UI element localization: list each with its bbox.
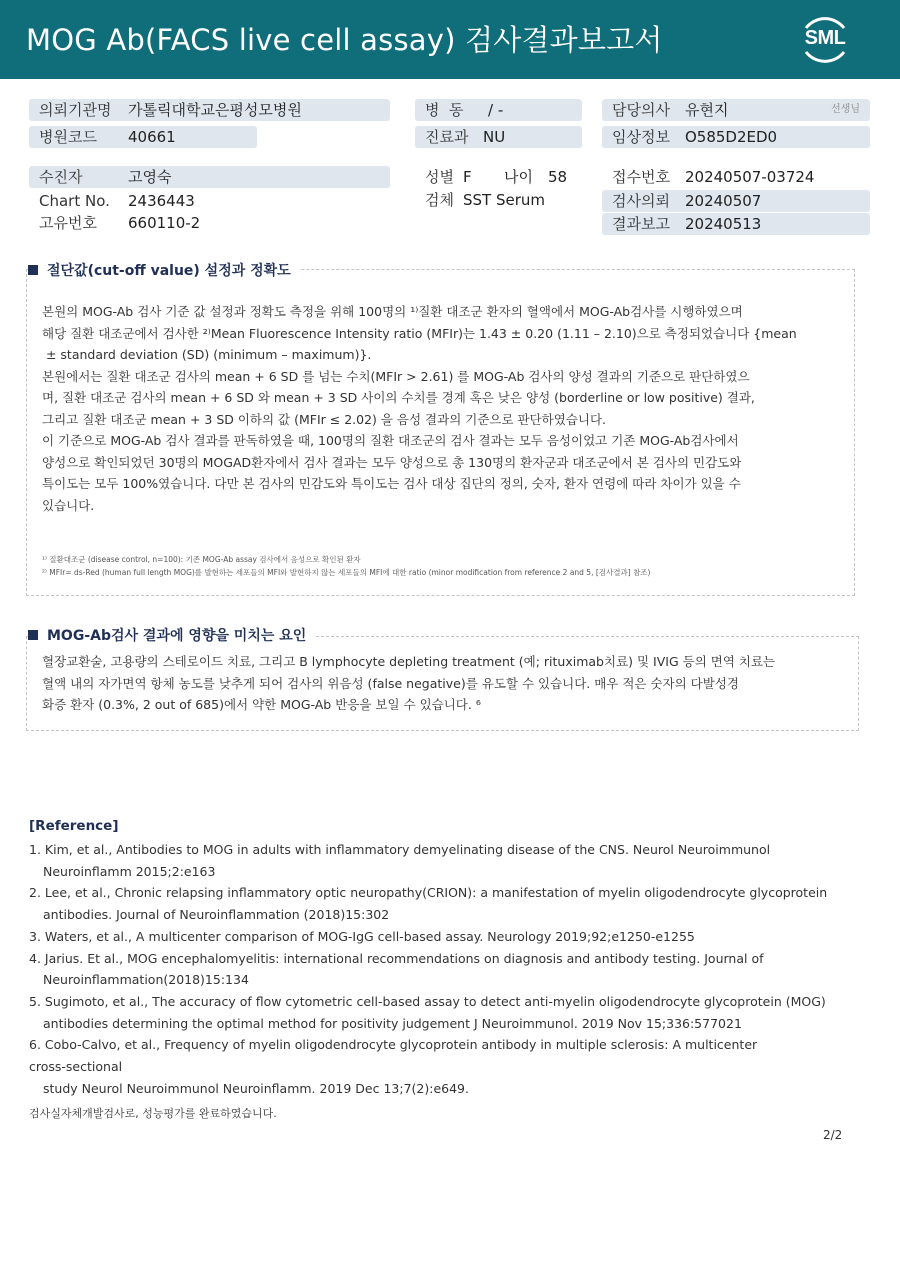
cutoff-line: ± standard deviation (SD) (minimum – maximum)}. xyxy=(42,347,372,362)
clinical-info-field xyxy=(602,126,870,148)
age-value: 58 xyxy=(548,168,568,186)
sml-logo xyxy=(796,12,854,66)
page-number: 2/2 xyxy=(823,1128,843,1142)
clinical-info-label: 임상정보 xyxy=(612,128,670,146)
department-value: NU xyxy=(483,128,506,146)
specimen-label: 검체 xyxy=(425,191,454,209)
cutoff-section-title-text: 절단값(cut-off value) 설정과 정확도 xyxy=(47,263,291,279)
ward-label: 병 동 xyxy=(425,101,464,119)
sex-age-field xyxy=(415,166,582,188)
report-title: MOG Ab(FACS live cell assay) 검사결과보고서 xyxy=(26,23,663,57)
unique-no-value: 660110-2 xyxy=(128,214,201,232)
logo-text: SML xyxy=(804,27,846,49)
receipt-no-field xyxy=(602,166,870,188)
department-field xyxy=(415,126,582,148)
patient-label: 수진자 xyxy=(39,168,83,186)
cutoff-line: 있습니다. xyxy=(42,497,95,513)
factors-section-title-text: MOG-Ab검사 결과에 영향을 미치는 요인 xyxy=(47,628,307,644)
institution-value: 가톨릭대학교은평성모병원 xyxy=(128,101,302,119)
chart-no-label: Chart No. xyxy=(39,192,110,210)
institution-label: 의뢰기관명 xyxy=(39,101,112,119)
request-date-value: 20240507 xyxy=(685,192,762,210)
cutoff-footnotes xyxy=(42,553,650,579)
chart-no-field xyxy=(29,190,390,212)
reference-item: antibodies. Journal of Neuroinflammation (2018)15:302 xyxy=(43,907,390,923)
reference-item: 6. Cobo-Calvo, et al., Frequency of myelin oligodendrocyte glycoprotein antibody in multiple sclerosis: A multicenter xyxy=(29,1037,758,1053)
reference-heading: [Reference] xyxy=(29,818,119,834)
receipt-no-value: 20240507-03724 xyxy=(685,168,815,186)
cutoff-line: 그리고 질환 대조군 mean + 3 SD 이하의 값 (MFIr ≤ 2.02) 을 음성 결과의 기준으로 판단하였습니다. xyxy=(42,411,607,427)
factors-body xyxy=(42,651,775,716)
report-date-value: 20240513 xyxy=(685,215,762,233)
cutoff-section-title xyxy=(28,260,299,280)
request-date-field xyxy=(602,190,870,212)
factors-line: 혈장교환술, 고용량의 스테로이드 치료, 그리고 B lymphocyte depleting treatment (예; rituximab치료) 및 IVIG 등의 면역 치료는 xyxy=(42,654,776,669)
specimen-field xyxy=(415,189,582,211)
report-date-label: 결과보고 xyxy=(612,215,670,233)
specimen-value: SST Serum xyxy=(463,191,546,209)
reference-item: cross-sectional xyxy=(29,1059,123,1075)
cutoff-line: 해당 질환 대조군에서 검사한 ²⁾Mean Fluorescence Intensity ratio (MFIr)는 1.43 ± 0.20 (1.11 – 2.10)으로 측정되었습니다 {mean xyxy=(42,325,797,341)
institution-field xyxy=(29,99,390,121)
report-date-field xyxy=(602,213,870,235)
section-square-icon xyxy=(28,630,38,640)
reference-item: 4. Jarius. Et al., MOG encephalomyelitis: international recommendations on diagnosis and antibody testing. Journal of xyxy=(29,950,764,966)
footnote-1: ¹⁾ 질환대조군 (disease control, n=100): 기존 MOG-Ab assay 검사에서 음성으로 확인된 환자 xyxy=(42,555,361,564)
factors-line: 화증 환자 (0.3%, 2 out of 685)에서 약한 MOG-Ab 반응을 보일 수 있습니다. ⁶ xyxy=(42,697,481,712)
sex-label: 성별 xyxy=(425,168,454,186)
doctor-field xyxy=(602,99,870,121)
request-date-label: 검사의뢰 xyxy=(612,192,670,210)
reference-item: study Neurol Neuroimmunol Neuroinflamm. 2019 Dec 13;7(2):e649. xyxy=(43,1080,469,1096)
footnote-2: ²⁾ MFIr= ds-Red (human full length MOG)를 발현하는 세포들의 MFI와 발현하지 않는 세포들의 MFI에 대한 ratio (minor modification from reference 2 and 5, [검사결과] 참조) xyxy=(42,568,651,577)
reference-item: antibodies determining the optimal method for positivity judgement J Neuroimmunol. 2019 Nov 15;336:577021 xyxy=(43,1015,742,1031)
section-square-icon xyxy=(28,265,38,275)
cutoff-body xyxy=(42,301,797,516)
doctor-value: 유현지 xyxy=(685,101,729,119)
doctor-label: 담당의사 xyxy=(612,101,670,119)
unique-no-label: 고유번호 xyxy=(39,214,97,232)
cutoff-line: 양성으로 확인되었던 30명의 MOGAD환자에서 검사 결과는 모두 양성으로 총 130명의 환자군과 대조군에서 본 검사의 민감도와 xyxy=(42,454,742,470)
ward-value: / - xyxy=(488,101,504,119)
unique-no-field xyxy=(29,212,390,234)
cutoff-line: 본원에서는 질환 대조군 검사의 mean + 6 SD 를 넘는 수치(MFIr > 2.61) 를 MOG-Ab 검사의 양성 결과의 기준으로 판단하였으 xyxy=(42,368,750,384)
reference-item: Neuroinflammation(2018)15:134 xyxy=(43,972,249,988)
report-header xyxy=(0,0,900,79)
chart-no-value: 2436443 xyxy=(128,192,195,210)
reference-item: 2. Lee, et al., Chronic relapsing inflammatory optic neuropathy(CRION): a manifestation of myelin oligodendrocyte glycoprotein xyxy=(29,885,828,901)
clinical-info-value: O585D2ED0 xyxy=(685,128,778,146)
department-label: 진료과 xyxy=(425,128,469,146)
cutoff-line: 이 기준으로 MOG-Ab 검사 결과를 판독하였을 때, 100명의 질환 대조군의 검사 결과는 모두 음성이었고 기존 MOG-Ab검사에서 xyxy=(42,433,739,448)
reference-item: 1. Kim, et al., Antibodies to MOG in adults with inflammatory demyelinating disease of the CNS. Neurol Neuroimmunol xyxy=(29,842,771,857)
validation-note: 검사실자체개발검사로, 성능평가를 완료하였습니다. xyxy=(29,1107,277,1120)
cutoff-line: 특이도는 모두 100%였습니다. 다만 본 검사의 민감도와 특이도는 검사 대상 집단의 정의, 숫자, 환자 연령에 따라 차이가 있을 수 xyxy=(42,476,741,491)
receipt-no-label: 접수번호 xyxy=(612,168,670,186)
reference-list xyxy=(29,839,827,1099)
sex-value: F xyxy=(463,168,472,186)
hospital-code-label: 병원코드 xyxy=(39,128,97,146)
age-label: 나이 xyxy=(504,168,533,186)
doctor-suffix: 선생님 xyxy=(831,104,860,115)
cutoff-line: 며, 질환 대조군 검사의 mean + 6 SD 와 mean + 3 SD 사이의 수치를 경계 혹은 낮은 양성 (borderline or low positive) 결과, xyxy=(42,390,755,405)
patient-value: 고영숙 xyxy=(128,168,172,186)
ward-field xyxy=(415,99,582,121)
factors-line: 혈액 내의 자가면역 항체 농도를 낮추게 되어 검사의 위음성 (false negative)를 유도할 수 있습니다. 매우 적은 숫자의 다발성경 xyxy=(42,675,739,691)
cutoff-line: 본원의 MOG-Ab 검사 기준 값 설정과 정확도 측정을 위해 100명의 ¹⁾질환 대조군 환자의 혈액에서 MOG-Ab검사를 시행하였으며 xyxy=(42,304,743,319)
hospital-code-value: 40661 xyxy=(128,128,176,146)
patient-field xyxy=(29,166,390,188)
hospital-code-field xyxy=(29,126,257,148)
reference-item: 5. Sugimoto, et al., The accuracy of flow cytometric cell-based assay to detect anti-myelin oligodendrocyte glycoprotein (MOG) xyxy=(29,993,826,1009)
reference-item: Neuroinflamm 2015;2:e163 xyxy=(43,863,216,879)
factors-section-title xyxy=(28,625,314,645)
reference-item: 3. Waters, et al., A multicenter comparison of MOG-IgG cell-based assay. Neurology 2019;92;e1250-e1255 xyxy=(29,928,695,944)
